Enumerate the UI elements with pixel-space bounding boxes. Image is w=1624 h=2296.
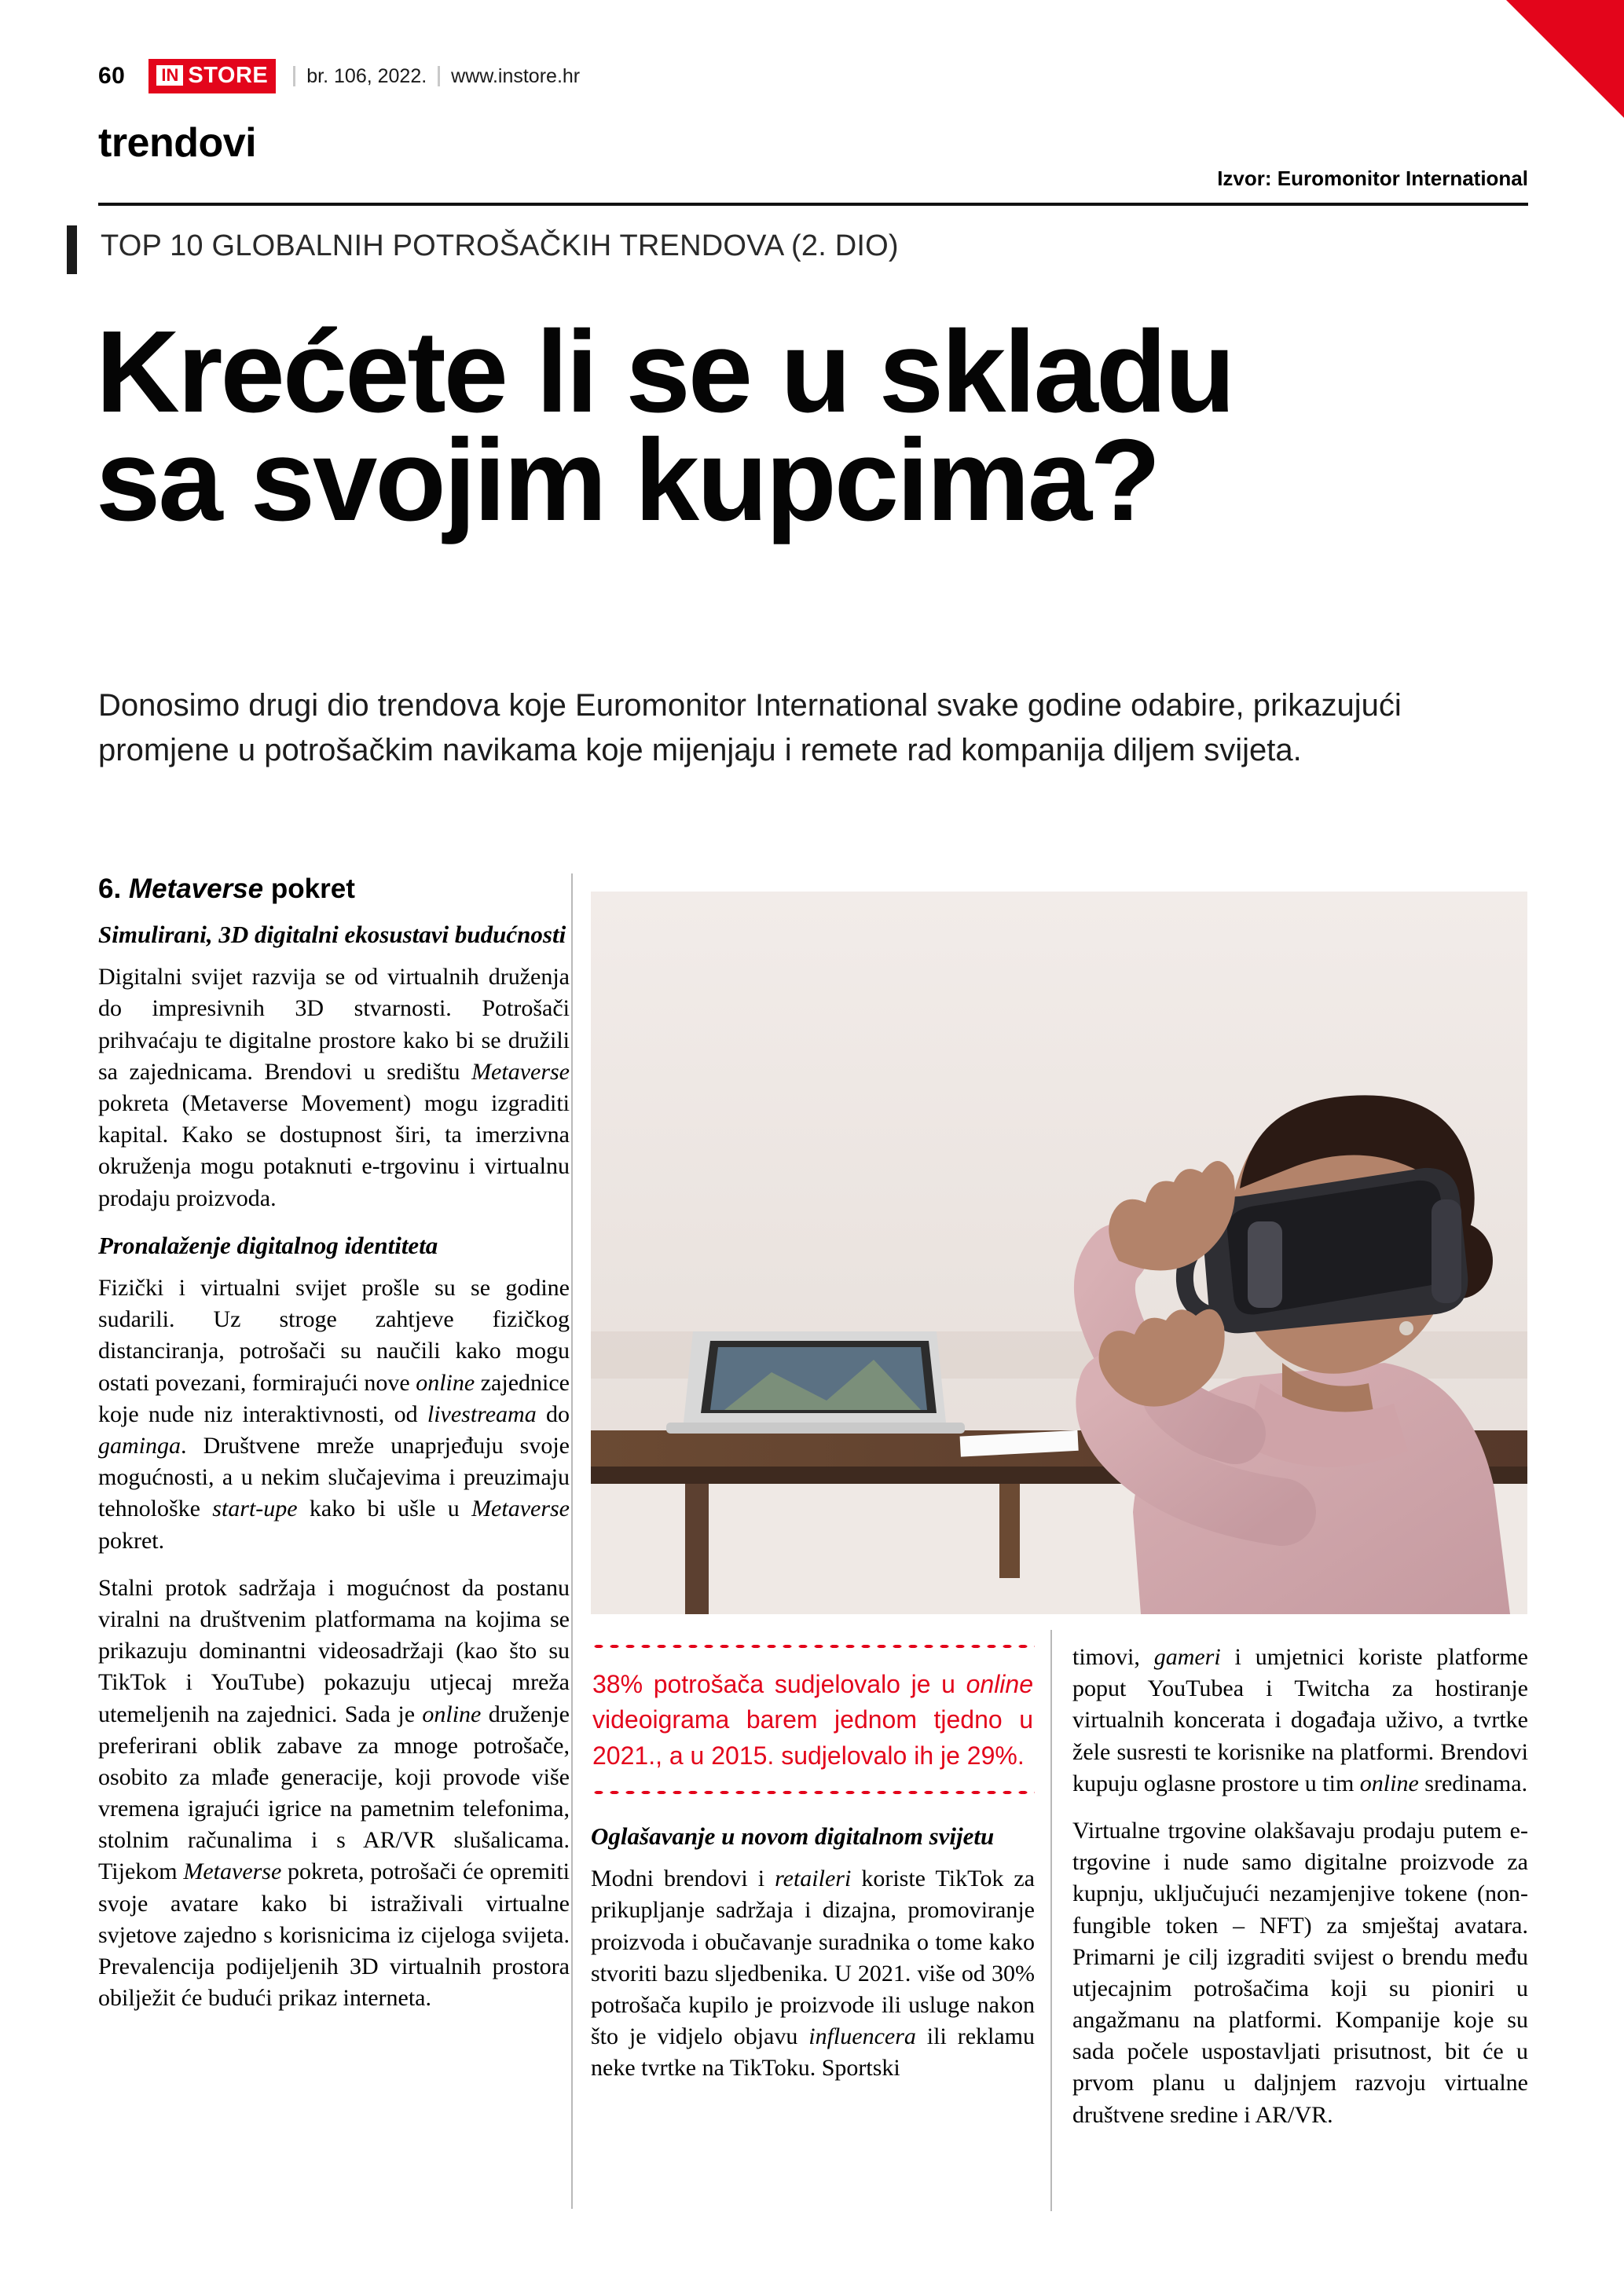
issue-number: br. 106, 2022. [306, 64, 427, 87]
section-title: trendovi [98, 120, 257, 166]
para-4-part-b: retaileri [775, 1866, 852, 1892]
subsection-heading [98, 873, 570, 905]
paragraph-5 [1072, 1642, 1528, 1800]
subhead-2: Pronalaženje digitalnog identiteta [98, 1231, 438, 1259]
website-url[interactable]: www.instore.hr [451, 64, 581, 87]
para-2-part-k: pokret. [98, 1527, 165, 1554]
para-2-part-c: zajednice koje nude niz interaktivnosti, od [98, 1369, 570, 1427]
divider-icon [438, 66, 440, 86]
para-4-part-a: Modni brendovi i [591, 1866, 775, 1892]
middle-column [591, 1821, 1035, 2100]
heading-rest: pokret [263, 873, 355, 904]
para-2-part-j: Metaverse [471, 1496, 570, 1522]
para-2-part-i: kako bi ušle u [297, 1496, 472, 1522]
para-3-part-e: pokreta, potrošači će opremiti svoje avatare kako bi istraživali virtualne svjetove zajedno s korisnicima iz cijeloga svijeta. Prevalencija podijeljenih 3D virtualnih prostora obilježit će budući prikaz interneta. [98, 1858, 570, 2012]
para-3-part-a: Stalni protok sadržaja i mogućnost da postanu viralni na društvenim platformama na kojima se prikazuju dominantni videosadržaji (kao što su TikTok i YouTube) pokazuju utjecaj mreža utemeljenih na zajednici. Sada je [98, 1574, 570, 1727]
subhead-1: Simulirani, 3D digitalni ekosustavi budućnosti [98, 921, 566, 948]
vr-woman-illustration [591, 892, 1527, 1614]
pq-part-c: videoigrama barem jednom tjedno u 2021., a u 2015. sudjelovalo ih je 29%. [592, 1705, 1033, 1770]
para-5-part-e: sredinama. [1418, 1770, 1528, 1796]
pq-part-a: 38% potrošača sudjelovalo je u [592, 1670, 966, 1698]
pull-quote-text [591, 1650, 1035, 1789]
para-2-part-b: online [416, 1369, 475, 1396]
article-photo [591, 892, 1527, 1614]
para-2-part-g: . Društvene mreže unaprjeđuju svoje mogućnosti, a u nekim slučajevima i preuzimaju tehnološke [98, 1433, 570, 1522]
kicker-text: TOP 10 GLOBALNIH POTROŠAČKIH TRENDOVA (2. DIO) [101, 229, 899, 262]
headline-line-2: sa svojim kupcima? [96, 415, 1159, 545]
para-4-part-c: koriste TikTok za prikupljanje sadržaja i dizajna, promoviranje proizvoda i obučavanje suradnika o tome kako stvoriti bazu sljedbenika. U 2021. više od 30% potrošača kupilo je proizvode ili usluge nakon što je vidjelo objavu [591, 1866, 1035, 2050]
issue-info [293, 65, 580, 88]
divider-icon [293, 66, 295, 86]
paragraph-6: Virtualne trgovine olakšavaju prodaju putem e-trgovine i nude samo digitalne proizvode za kupnju, uključujući nezamjenjive tokene (non-fungible token – NFT) za smještaj avatara. Primarni je cilj izgraditi svijest o brendu među utjecajnim potrošačima koji su pioniri u angažmanu na platformi. Kompanije koje su sada počele uspostavljati prisutnost, bit će u prvom planu u daljnjem razvoju virtualne društvene sredine i AR/VR. [1072, 1817, 1528, 2128]
kicker-block [67, 224, 899, 274]
para-5-part-d: online [1359, 1770, 1419, 1796]
para-2-part-h: start-upe [212, 1496, 298, 1522]
left-column [98, 873, 570, 2030]
para-5-part-a: timovi, [1072, 1644, 1154, 1670]
para-4-part-e: ili reklamu neke tvrtke na TikToku. Sportski [591, 2023, 1035, 2082]
para-1-part-c: pokreta (Metaverse Movement) mogu izgraditi kapital. Kako se dostupnost širi, ta imerzivna okruženja mogu potaknuti e-trgovinu i virtualnu prodaju proizvoda. [98, 1090, 570, 1211]
pq-part-b: online [966, 1670, 1033, 1698]
para-2-part-a: Fizički i virtualni svijet prošle su se godine sudarili. Uz stroge zahtjeve fizičkog distanciranja, potrošači su naučili kako mogu ostati povezani, formirajući nove [98, 1275, 570, 1396]
para-1-part-b: Metaverse [471, 1058, 570, 1085]
paragraph-2 [98, 1273, 570, 1557]
para-2-part-e: do [536, 1401, 570, 1427]
pull-quote [591, 1643, 1035, 1796]
para-1-part-a: Digitalni svijet razvija se od virtualnih druženja do impresivnih 3D stvarnosti. Potrošači prihvaćaju te digitalne prostore kako bi se družili sa zajednicama. Brendovi u središtu [98, 964, 570, 1085]
heading-italic: Metaverse [128, 873, 264, 904]
para-3-part-b: online [422, 1701, 482, 1727]
para-5-part-c: i umjetnici koriste platforme poput YouTubea i Twitcha za hostiranje virtualnih koncerata i događaja uživo, a tvrtke žele susresti te korisnike na platformi. Brendovi kupuju oglasne prostore u tim [1072, 1644, 1528, 1796]
logo-store-text: STORE [188, 62, 269, 88]
source-credit: Izvor: Euromonitor International [1217, 167, 1528, 190]
paragraph-3 [98, 1573, 570, 2015]
page-number: 60 [98, 63, 126, 89]
page-title [96, 307, 1542, 545]
heading-number: 6. [98, 873, 129, 904]
para-5-part-b: gameri [1153, 1644, 1221, 1670]
paragraph-4 [591, 1863, 1035, 2084]
subhead-3: Oglašavanje u novom digitalnom svijetu [591, 1822, 995, 1850]
dotted-rule-top [591, 1643, 1035, 1650]
para-4-part-d: influencera [808, 2023, 916, 2050]
para-2-part-f: gaminga [98, 1433, 181, 1459]
para-3-part-c: druženje preferirani oblik zabave za mnoge potrošače, osobito za mlađe generacije, koji provode više vremena igrajući igrice na pametnim telefonima, stolnim računalima i s AR/VR slušalicama. Tijekom [98, 1701, 570, 1885]
standfirst: Donosimo drugi dio trendova koje Euromonitor International svake godine odabire, prikazujući promjene u potrošačkim navikama koje mijenjaju i remete rad kompanija diljem svijeta. [98, 688, 1402, 767]
dotted-rule-bottom [591, 1789, 1035, 1796]
column-divider-2 [1050, 1630, 1052, 2211]
column-divider-1 [571, 873, 573, 2209]
laptop [666, 1331, 965, 1434]
para-3-part-d: Metaverse [183, 1858, 282, 1885]
header-rule [98, 203, 1528, 206]
para-2-part-d: livestreama [427, 1401, 537, 1427]
headline-line-1: Krećete li se u skladu [96, 307, 1234, 437]
kicker-bar-icon [67, 225, 77, 274]
masthead [98, 49, 1528, 104]
paragraph-1 [98, 961, 570, 1214]
logo-in-text: IN [156, 65, 183, 86]
right-column [1072, 1642, 1528, 2147]
instore-logo [148, 59, 276, 93]
